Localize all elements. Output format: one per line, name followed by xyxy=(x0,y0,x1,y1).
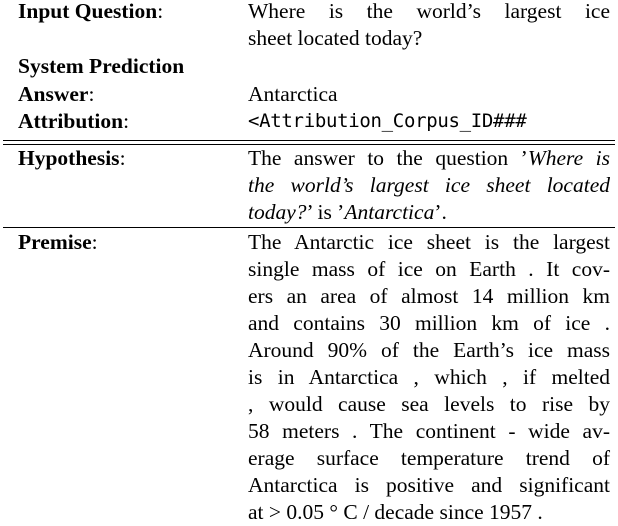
premise-line: The Antarctic ice sheet is the largest xyxy=(248,230,610,254)
premise-line: 58 meters . The continent - wide av- xyxy=(248,419,610,443)
section-divider xyxy=(3,140,615,141)
premise-line: and contains 30 million km of ice . xyxy=(248,311,610,335)
answer-value: Antarctica xyxy=(248,82,338,106)
input-question-line: Where is the world’s largest ice xyxy=(248,0,610,23)
hypothesis-line: The answer to the question ’Where is xyxy=(248,146,611,170)
premise-line: is in Antarctica , which , if melted xyxy=(248,365,610,389)
section-divider xyxy=(3,227,615,228)
premise-line: Around 90% of the Earth’s ice mass xyxy=(248,338,610,362)
input-question-line: sheet located today? xyxy=(248,26,423,50)
system-prediction-label: System Prediction xyxy=(18,54,185,78)
premise-line: ers an area of almost 14 million km xyxy=(248,284,610,308)
hypothesis-label: Hypothesis: xyxy=(18,146,126,170)
hypothesis-value xyxy=(248,145,610,226)
premise-value xyxy=(248,229,610,526)
premise-line: single mass of ice on Earth . It cov- xyxy=(248,257,610,281)
input-question-label: Input Question: xyxy=(18,0,164,23)
attribution-label: Attribution: xyxy=(18,109,130,133)
hypothesis-line: today?’ is ’Antarctica’. xyxy=(248,200,447,224)
premise-line: erage surface temperature trend of xyxy=(248,446,610,470)
premise-label: Premise: xyxy=(18,230,98,254)
attribution-value: <Attribution_Corpus_ID### xyxy=(248,110,527,132)
premise-line: , would cause sea levels to rise by xyxy=(248,392,610,416)
hypothesis-line: the world’s largest ice sheet located xyxy=(248,173,610,197)
answer-label: Answer: xyxy=(18,82,95,106)
premise-line: at > 0.05 ° C / decade since 1957 . xyxy=(248,500,543,524)
input-question-value xyxy=(248,0,610,52)
premise-line: Antarctica is positive and significant xyxy=(248,473,610,497)
